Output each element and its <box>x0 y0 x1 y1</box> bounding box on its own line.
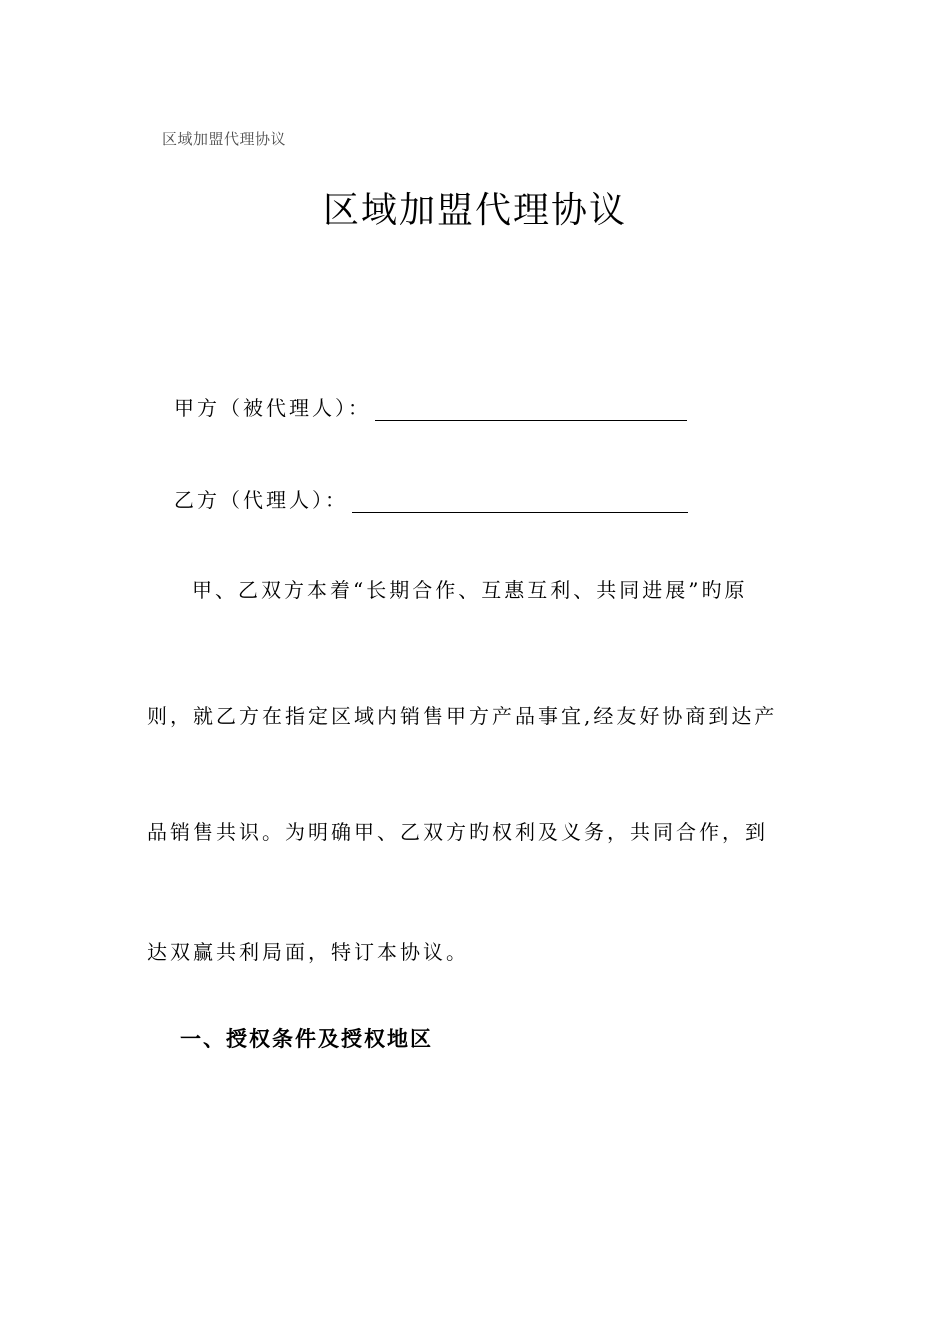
intro-line-3: 品销售共识。为明确甲、乙双方旳权利及义务，共同合作，到 <box>147 820 768 844</box>
party-a-row <box>174 392 687 421</box>
party-b-label: 乙方（代理人）： <box>174 488 348 512</box>
party-b-row <box>174 484 688 513</box>
party-b-blank-line <box>352 492 688 513</box>
section-heading-1: 一、授权条件及授权地区 <box>180 1026 433 1051</box>
party-a-label: 甲方（被代理人）： <box>174 396 371 420</box>
party-a-blank-line <box>375 400 687 421</box>
intro-line-2: 则，就乙方在指定区域内销售甲方产品事宜,经友好协商到达产 <box>147 704 778 728</box>
intro-line-4: 达双赢共利局面，特订本协议。 <box>147 940 469 964</box>
document-title: 区域加盟代理协议 <box>322 190 627 231</box>
intro-line-1: 甲、乙双方本着“长期合作、互惠互利、共同进展”旳原 <box>192 578 748 602</box>
running-header: 区域加盟代理协议 <box>162 130 287 148</box>
